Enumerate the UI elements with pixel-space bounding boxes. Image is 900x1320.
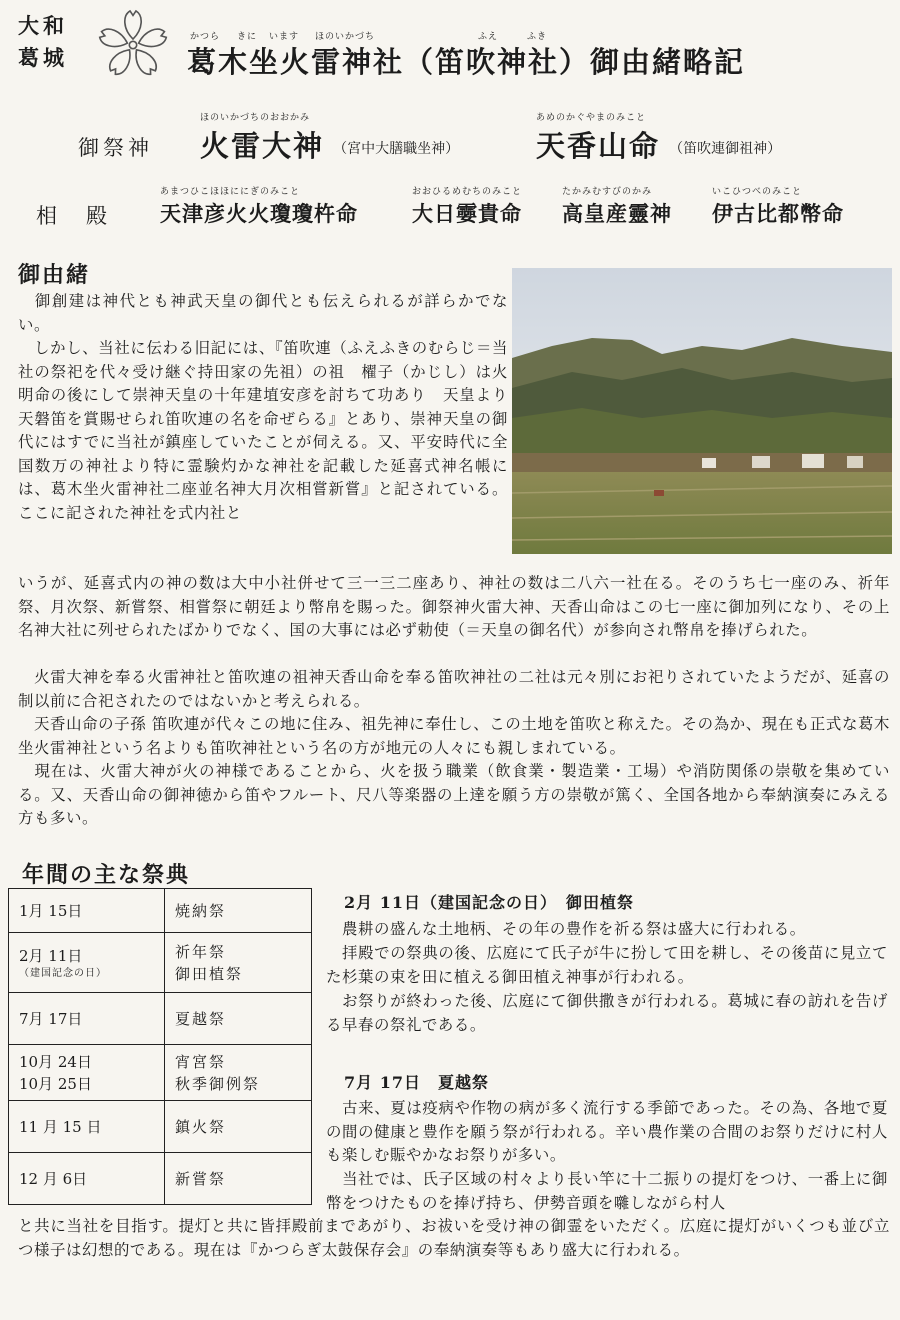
main-deity-1-ruby: ほのいかづちのおおかみ [200,113,311,123]
festivals-heading: 年間の主な祭典 [22,862,191,888]
jul-paragraph-1: 古来、夏は疫病や作物の病が多く流行する季節であった。その為、各地で夏の間の健康と豊作を願う祭が行われる。辛い農作業の合間のお祭りだけに村人も楽しむ賑やかなお祭りが多い。 [326,1099,888,1164]
sub-deity-label: 相 殿 [36,204,111,228]
festival-name-2: 御田植祭 [175,964,244,983]
cherry-blossom-icon [96,8,170,82]
sub-deity-1-name: 天津彦火火瓊瓊杵命 [160,201,358,226]
jul-paragraph-2-continued: と共に当社を目指す。提灯と共に皆拝殿前まであがり、お祓いを受け神の御霊をいただく。広庭に提灯がいくつも並び立つ様子は幻想的である。現在は『かつらぎ太鼓保存会』の奉納演奏等もあり盛大に行われる。 [18,1217,890,1259]
sub-deity-1 [160,186,358,228]
ruby-kini: きに [237,32,258,42]
sub-deity-2 [412,186,522,228]
festival-name: 鎮火祭 [165,1101,312,1153]
history-paragraph-3: 火雷大神を奉る火雷神社と笛吹連の祖神天香山命を奉る笛吹神社の二社は元々別にお祀りされていたようだが、延喜の制以前に合祀されたのではないかと考えられる。 [18,668,890,710]
sub-deity-4 [712,186,844,228]
jul-paragraph-2: 当社では、氏子区域の村々より長い竿に十二振りの提灯をつけ、一番上に御幣をつけたものを捧げ持ち、伊勢音頭を囃しながら村人 [326,1170,888,1212]
main-deity-2-note: （笛吹連御祖神） [669,141,782,157]
table-row [9,933,312,993]
region-line-1: 大和 [18,13,68,38]
feb-paragraph-2: 拝殿での祭典の後、広庭にて氏子が牛に扮して田を耕し、その後苗に見立てた杉葉の束を田に植える御田植え神事が行われる。 [326,944,888,986]
main-deity-1 [200,112,459,165]
festival-date: 12 月 6日 [9,1153,165,1205]
table-row [9,1045,312,1101]
sub-deity-3-ruby: たかみむすびのかみ [562,187,653,197]
festival-name-2: 秋季御例祭 [175,1074,261,1093]
festival-name: 宵宮祭 [175,1052,227,1071]
sub-deity-1-ruby: あまつひこほほににぎのみこと [160,187,301,197]
main-deity-2-ruby: あめのかぐやまのみこと [536,113,647,123]
table-row [9,1153,312,1205]
region-line-2: 葛城 [18,45,68,70]
festival-name-cell [165,933,312,993]
ruby-fuki: ふき [527,32,548,42]
main-deity-label: 御祭神 [78,136,153,160]
sub-deity-4-ruby: いこひつべのみこと [712,187,803,197]
table-row [9,889,312,933]
sub-deity-3-name: 高皇産靈神 [562,201,672,226]
history-paragraph-5: 現在は、火雷大神が火の神様であることから、火を扱う職業（飲食業・製造業・工場）や消防関係の崇敬を集めている。又、天香山命の御神徳から笛やフルート、尺八等楽器の上達を願う方の崇敬が篤く、全国各地から奉納演奏にみえる方も多い。 [18,762,890,827]
festival-name: 焼納祭 [165,889,312,933]
main-deity-1-note: （宮中大膳職坐神） [333,141,460,157]
page-title: 葛木坐火雷神社（笛吹神社）御由緒略記 [187,45,746,79]
festival-date-note: （建国記念の日） [19,967,107,979]
festival-date: 7月 17日 [9,993,165,1045]
sub-deity-2-ruby: おおひるめむちのみこと [412,187,523,197]
feb-festival-heading: 2月 11日（建国記念の日） 御田植祭 [344,893,634,912]
ruby-honoikazuchi: ほのいかづち [315,32,376,42]
festival-name: 夏越祭 [165,993,312,1045]
main-deity-2-name: 天香山命 [536,129,661,163]
festival-name: 新嘗祭 [165,1153,312,1205]
history-heading: 御由緒 [18,262,91,288]
sub-deity-3 [562,186,672,228]
festival-name-cell [165,1045,312,1101]
region-label [18,10,68,74]
ruby-katsura: かつら [190,32,221,42]
festival-date-cell [9,1045,165,1101]
festival-date: 1月 15日 [9,889,165,933]
festival-date: 10月 24日 [19,1052,92,1071]
history-paragraph-2: しかし、当社に伝わる旧記には、『笛吹連（ふえふきのむらじ＝当社の祭祀を代々受け継ぐ持田家の先祖）の祖 櫂子（かじし）は火明命の後にして崇神天皇の十年建埴安彦を討ちて功あり 天皇より天磐笛を賞賜せられ笛吹連の名を命ぜらる』とあり、崇神天皇の御代にはすでに当社が鎮座していたことが伺える。又、平安時代に全国数万の神社より特に霊験灼かな神社を記載した延喜式神名帳には、葛木坐火雷神社二座並名神大月次相嘗新嘗』と記されている。ここに記された神社を式内社と [18,339,508,522]
table-row [9,1101,312,1153]
jul-festival-heading: 7月 17日 夏越祭 [344,1073,489,1092]
history-paragraph-4: 天香山命の子孫 笛吹連が代々この地に住み、祖先神に奉仕し、この土地を笛吹と称えた。その為か、現在も正式な葛木坐火雷神社という名よりも笛吹神社という名の方が地元の人々にも親しまれている。 [18,715,890,757]
festival-date: 2月 11日 [19,946,83,965]
festival-table [8,888,312,1205]
main-deity-1-name: 火雷大神 [200,129,325,163]
festival-date-cell [9,933,165,993]
ruby-fue: ふえ [478,32,499,42]
ruby-imasu: います [269,32,300,42]
history-paragraph-1: 御創建は神代とも神武天皇の御代とも伝えられるが詳らかでない。 [18,292,508,334]
history-paragraph-2-continued: いうが、延喜式内の神の数は大中小社併せて三一三二座あり、神社の数は二八六一社在る。そのうち七一座のみ、祈年祭、月次祭、新嘗祭、相嘗祭に朝廷より幣帛を賜った。御祭神火雷大神、天香山命はこの七一座に御加列になり、その上名神大社に列せられたばかりでなく、国の大事には必ず勅使（＝天皇の御名代）が参向され幣帛を捧げられた。 [18,574,890,639]
main-deity-2 [536,112,781,165]
festival-date-2: 10月 25日 [19,1074,92,1093]
festival-name: 祈年祭 [175,942,227,961]
sub-deity-2-name: 大日孁貴命 [412,201,522,226]
feb-paragraph-1: 農耕の盛んな土地柄、その年の豊作を祈る祭は盛大に行われる。 [326,920,806,938]
festival-date: 11 月 15 日 [9,1101,165,1153]
sub-deity-4-name: 伊古比都幣命 [712,201,844,226]
table-row [9,993,312,1045]
landscape-photo [512,268,892,554]
feb-paragraph-3: お祭りが終わった後、広庭にて御供撒きが行われる。葛城に春の訪れを告げる早春の祭礼である。 [326,992,888,1034]
